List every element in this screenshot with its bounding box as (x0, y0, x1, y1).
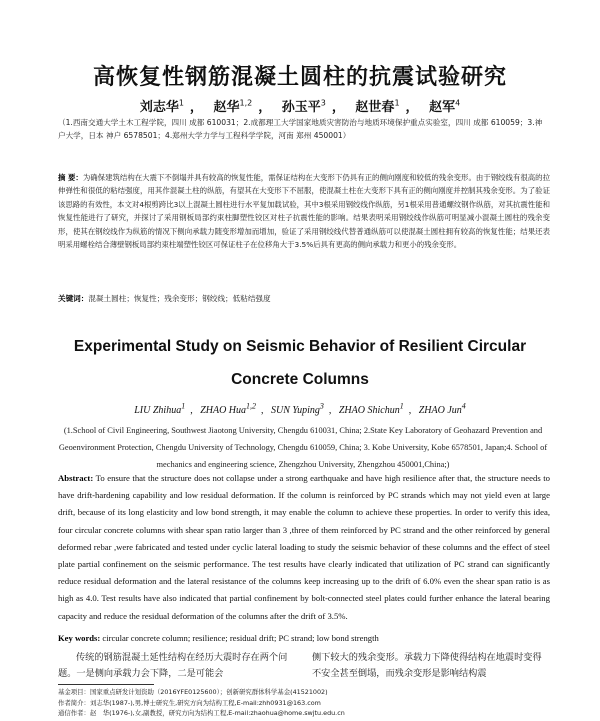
cn-abstract-label: 摘 要： (58, 173, 83, 182)
cn-author-2: 赵华$^{1,2}$ (213, 98, 253, 115)
english-authors: LIU Zhihua$^1$ , ZHAO Hua$^{1,2}$ , SUN Yuping$^3$ , ZHAO Shichun$^1$ , ZHAO Jun$^4$ (134, 402, 466, 417)
cn-author-3: 孙玉平$^3$ (281, 98, 326, 115)
footnote-funding: 基金项目：国家重点研发计划资助（2016YFE0125600）；创新研究群体科学基金(41521002) (58, 688, 328, 696)
footnote-divider (58, 684, 154, 685)
en-keywords-label: Key words: (58, 633, 101, 643)
body-text-right-column: 侧下较大的残余变形。承载力下降使得结构在地震时变得不安全甚至倒塌，而残余变形是影响结构震 (312, 652, 542, 679)
en-abstract-text: To ensure that the structure does not collapse under a strong earthquake and have high resilience after that, the structure needs to have drift-hardening capability and low residual deformation. If the column is reinforced by PC strands which may not yield even at large drift, because of its long elasticity and low bond strength, it may enable the column to achieve these properties. In order to verify this idea, four circular concrete columns with shear span ratio larger than 3 ,three of them reinforced by PC strand and the other reinforced by general deformed rebar ,were fabricated and tested under cyclic lateral loading to study the seismic behavior of these columns and the effect of steel plate partial confinement on the seismic performance. The test results have clearly indicated that utilization of PC strand can significantly reduce residual deformation and the lateral resistance of the columns keep increasing up to the drift of 6.0% even the shear span ratio is as high as 4.0. Test results have also indicated that partial confinement by bolt-connected steel plates could further enhance the lateral bearing capacity and reduce the residual deformation of the columns after the drift of 3.5%. (58, 473, 550, 621)
english-keywords (58, 633, 550, 643)
cn-keywords-text: 混凝土圆柱；恢复性；残余变形；钢绞线；低粘结强度 (88, 294, 271, 303)
cn-abstract-text: 为确保建筑结构在大震下不倒塌并具有较高的恢复性能，需保证结构在大变形下仍具有正的侧向刚度和较低的残余变形。由于钢绞线有很高的拉伸弹性和很低的粘结强度，用其作混凝土柱的纵筋，有望其在大变形下不屈服，使混凝土柱在大变形下具有正的侧向刚度并控制其残余变形。为了验证该思路的有效性，本文对4根剪跨比3以上混凝土圆柱进行水平复加载试验，其中3根采用钢绞线作纵筋，另1根采用普通螺纹钢作纵筋，对其抗震性能和恢复性能进行了研究，并探讨了采用钢板局部约束柱脚塑性铰区对柱子抗震性能的影响。结果表明采用钢绞线作纵筋可明显减小混凝土圆柱的残余变形，使其在钢绞线作为纵筋的情况下侧向承载力随变形增加而增加，验证了采用钢绞线代替普通纵筋可以使混凝土圆柱拥有较高的恢复性能；结果还表明采用螺栓结合薄壁钢板局部约束柱端塑性铰区可保证柱子在位移角大于3.5%后具有更高的侧向承载力和更小的残余变形。 (58, 173, 550, 250)
chinese-authors: 刘志华$^1$ ， 赵华$^{1,2}$ ， 孙玉平$^3$ ， 赵世春$^1$ ， 赵军$^4$ (139, 98, 461, 115)
cn-author-4: 赵世春$^1$ (355, 98, 400, 115)
chinese-affiliation: （1.西南交通大学土木工程学院，四川 成都 610031；2.成都理工大学国家地质灾害防治与地质环境保护重点实验室，四川 成都 610059；3.神户大学，日本 神户 6578501；4.郑州大学力学与工程科学学院，河南 郑州 450001） (58, 118, 543, 140)
en-keywords-text: circular concrete column; resilience; residual drift; PC strand; low bond strength (102, 633, 379, 643)
en-author-3: SUN Yuping$^3$ (271, 402, 324, 417)
footnote-author-bio: 作者简介：刘志华(1987-),男,博士研究生,研究方向为结构工程,E-mail:zhh0931@163.com (58, 698, 321, 707)
en-author-2: ZHAO Hua$^{1,2}$ (200, 402, 257, 417)
en-abstract-label: Abstract: (58, 473, 94, 483)
en-author-1: LIU Zhihua$^1$ (134, 402, 186, 417)
english-abstract (58, 470, 550, 625)
en-author-5: ZHAO Jun$^4$ (418, 402, 466, 417)
body-text-left-column: 传统的钢筋混凝土延性结构在经历大震时存在两个问题。一是侧向承载力会下降，二是可能会 (58, 652, 288, 679)
footnote-corresponding-author: 通信作者：赵 华(1976-),女,副教授，研究方向为结构工程,E-mail:zhaohua@home.swjtu.edu.cn (58, 709, 345, 717)
english-title: Experimental Study on Seismic Behavior of Resilient Circular Concrete Columns (73, 338, 527, 388)
footnotes (58, 687, 550, 719)
cn-author-5: 赵军$^4$ (429, 98, 461, 115)
chinese-keywords (58, 293, 550, 304)
cn-author-1: 刘志华$^1$ (139, 98, 184, 115)
en-author-4: ZHAO Shichun$^1$ (338, 402, 404, 417)
cn-keywords-label: 关键词： (58, 294, 89, 303)
chinese-title: 高恢复性钢筋混凝土圆柱的抗震试验研究 (92, 65, 507, 90)
chinese-abstract (58, 171, 550, 251)
english-affiliation: (1.School of Civil Engineering, Southwest Jiaotong University, Chengdu 610031, China; 2.State Key Laboratory of Geohazard Prevention and Geoenvironment Protection, Chengdu University of Technology, Chengdu 610059, China; 3. Kobe University, Kobe 6578501, Japan;4. School of mechanics and engineering science, Zhengzhou University, Zhengzhou 450001,China;) (58, 426, 548, 469)
